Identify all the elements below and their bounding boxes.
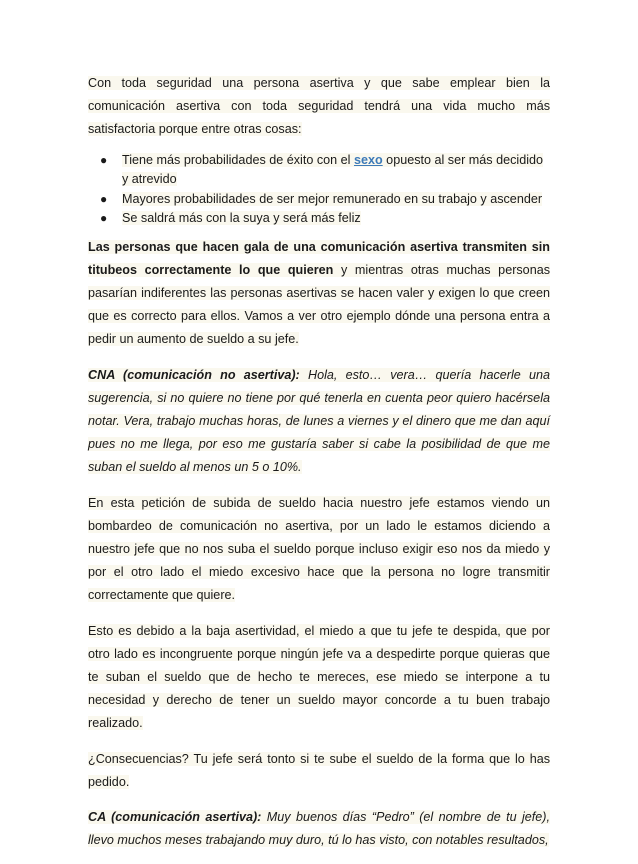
bullet-1-text-start: Tiene más probabilidades de éxito con el	[122, 152, 354, 167]
benefits-list	[88, 151, 550, 229]
list-item	[88, 151, 550, 190]
bullet-icon: ●	[100, 191, 108, 206]
list-item	[88, 209, 550, 229]
bullet-1-text-end: opuesto al ser más decidido y atrevido	[122, 152, 543, 187]
cna-label: CNA (comunicación no asertiva):	[88, 367, 300, 382]
consequences-paragraph	[88, 748, 550, 794]
cause-text: Esto es debido a la baja asertividad, el miedo a que tu jefe te despida, que por otro lado es incongruente porque ningún jefe va a despedirte porque quieras que te suban el sueldo que de hecho te mereces, ese miedo se interpone a tu necesidad y derecho de tener un sueldo mayor concorde a tu buen trabajo realizado.	[88, 623, 550, 731]
intro-paragraph	[88, 72, 550, 142]
sexo-link[interactable]: sexo	[353, 152, 383, 167]
bullet-2-text: Mayores probabilidades de ser mejor remunerado en su trabajo y ascender	[122, 191, 543, 206]
cna-example-paragraph	[88, 364, 550, 480]
document-body	[88, 72, 550, 864]
assertive-people-bold: Las personas que hacen gala de una comunicación asertiva transmiten sin titubeos correctamente lo que quieren	[88, 239, 550, 277]
list-item	[88, 190, 550, 210]
ca-text: Muy buenos días “Pedro” (el nombre de tu jefe), llevo muchos meses trabajando muy duro, tú lo has visto, con notables resultados,	[88, 810, 550, 848]
bullet-icon: ●	[100, 152, 108, 167]
intro-text: Con toda seguridad una persona asertiva y que sabe emplear bien la comunicación asertiva con toda seguridad tendrá una vida mucho más satisfactoria porque entre otras cosas:	[88, 76, 550, 137]
cause-paragraph	[88, 620, 550, 736]
analysis-paragraph	[88, 492, 550, 608]
ca-example-paragraph	[88, 806, 550, 852]
assertive-people-text: y mientras otras muchas personas pasarían indiferentes las personas asertivas se hacen valer y exigen lo que creen que es correcto para ellos. Vamos a ver otro ejemplo dónde una persona entra a pedir un aumento de sueldo a su jefe.	[88, 262, 550, 347]
analysis-text: En esta petición de subida de sueldo hacia nuestro jefe estamos viendo un bombardeo de comunicación no asertiva, por un lado le estamos diciendo a nuestro jefe que no nos suba el sueldo porque incluso exigir eso nos da miedo y por el otro lado el miedo excesivo hace que la persona no logre transmitir correctamente que quiere.	[88, 495, 550, 603]
ca-label: CA (comunicación asertiva):	[88, 810, 262, 825]
bullet-icon: ●	[100, 211, 108, 226]
assertive-people-paragraph	[88, 236, 550, 352]
consequences-text: ¿Consecuencias? Tu jefe será tonto si te sube el sueldo de la forma que lo has pedido.	[88, 751, 550, 789]
bullet-3-text: Se saldrá más con la suya y será más feliz	[122, 211, 361, 226]
cna-text: Hola, esto… vera… quería hacerle una sugerencia, si no quiere no tiene por qué tenerla en cuenta peor quiero hacérsela notar. Vera, trabajo muchas horas, de lunes a viernes y el dinero que me dan aquí pues no me llega, por eso me gustaría saber si cabe la posibilidad de que me suban el sueldo al menos un 5 o 10%.	[88, 367, 550, 475]
